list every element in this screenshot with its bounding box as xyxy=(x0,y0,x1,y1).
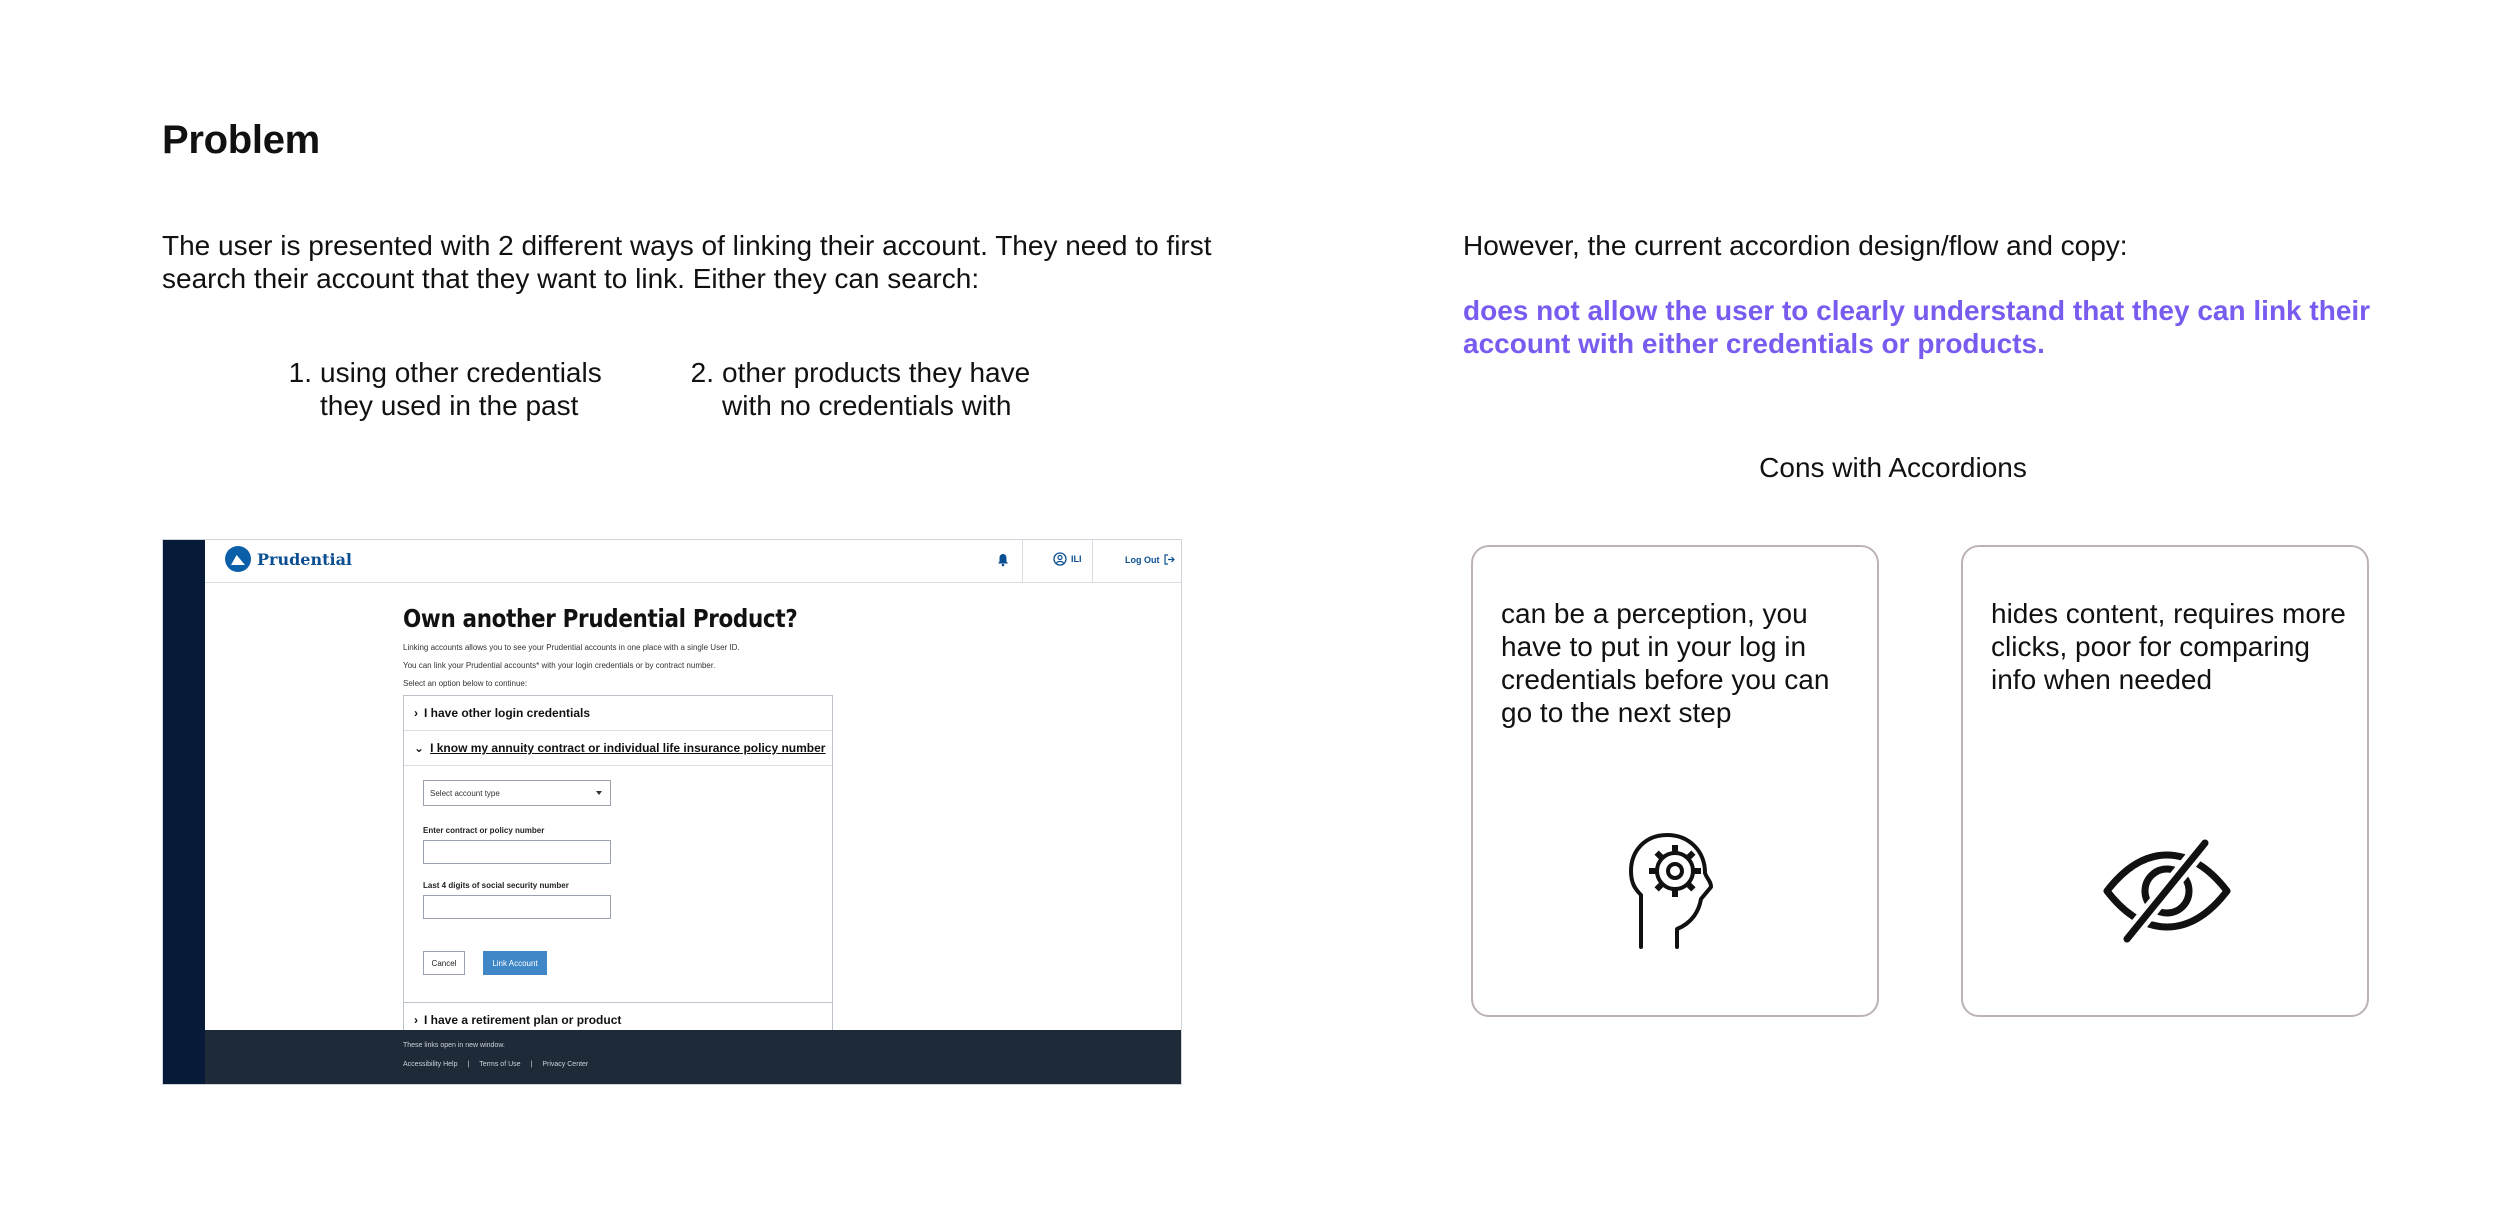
accordion-label: I have a retirement plan or product xyxy=(424,1013,622,1027)
eye-slash-icon xyxy=(2097,821,2237,961)
select-placeholder: Select account type xyxy=(430,789,500,798)
brand-name: Prudential xyxy=(257,549,353,569)
con-card-perception xyxy=(1471,545,1879,1017)
footer-link-accessibility[interactable]: Accessibility Help xyxy=(403,1061,458,1068)
logout-label: Log Out xyxy=(1125,554,1160,565)
prudential-logo[interactable] xyxy=(225,546,352,572)
ssn-label: Last 4 digits of social security number xyxy=(423,881,569,890)
con-card-hides-content xyxy=(1961,545,2369,1017)
footer-note: These links open in new window. xyxy=(403,1042,505,1049)
con-text: can be a perception, you have to put in your log in credentials before you can go to the next step xyxy=(1501,598,1830,728)
logout-link[interactable] xyxy=(1125,554,1175,565)
footer-separator: | xyxy=(467,1061,470,1068)
page-title: Problem xyxy=(162,118,320,162)
option-item-credentials xyxy=(280,356,640,422)
logout-icon xyxy=(1164,554,1175,565)
divider xyxy=(1022,540,1023,582)
contract-number-input[interactable] xyxy=(423,840,611,864)
chevron-right-icon: › xyxy=(414,706,418,720)
option-text: other products they have with no credentials with xyxy=(722,357,1031,421)
accordion xyxy=(403,695,833,1038)
head-gear-icon xyxy=(1607,821,1747,961)
highlight-text: does not allow the user to clearly understand that they can link their account with either credentials or products. xyxy=(1463,295,2371,359)
screenshot-paragraph: Select an option below to continue: xyxy=(403,679,528,688)
divider xyxy=(1092,540,1093,582)
screenshot-heading: Own another Prudential Product? xyxy=(403,604,798,633)
contract-label: Enter contract or policy number xyxy=(423,826,545,835)
option-item-products xyxy=(682,356,1042,422)
accordion-label: I have other login credentials xyxy=(424,706,591,720)
side-rail xyxy=(163,540,205,1084)
rock-logo-icon xyxy=(225,546,251,572)
accordion-item-credentials[interactable] xyxy=(404,696,832,731)
footer-link-privacy[interactable]: Privacy Center xyxy=(542,1061,589,1068)
ssn-input[interactable] xyxy=(423,895,611,919)
footer-links xyxy=(403,1061,588,1068)
chevron-right-icon: › xyxy=(414,1013,418,1027)
caret-down-icon xyxy=(596,791,602,795)
footer-separator: | xyxy=(530,1061,533,1068)
account-type-select[interactable] xyxy=(423,780,611,806)
intro-paragraph: The user is presented with 2 different ways of linking their account. They need to first search their account that they want to link. Either they can search: xyxy=(162,230,1212,294)
cons-title: Cons with Accordions xyxy=(1759,452,2027,483)
screenshot-footer xyxy=(205,1030,1181,1085)
option-number: 1. xyxy=(288,357,312,388)
accordion-panel xyxy=(404,766,832,1003)
con-text: hides content, requires more clicks, poor for comparing info when needed xyxy=(1991,598,2346,695)
option-text: using other credentials they used in the past xyxy=(320,357,602,421)
accordion-label: I know my annuity contract or individual life insurance policy number xyxy=(430,741,826,755)
screenshot-paragraph: Linking accounts allows you to see your Prudential accounts in one place with a single User ID. xyxy=(403,643,740,652)
top-bar xyxy=(205,540,1181,583)
chevron-down-icon: ⌄ xyxy=(414,741,425,755)
user-initials: ILI xyxy=(1071,554,1082,564)
accordion-item-contract[interactable] xyxy=(404,731,832,766)
however-text: However, the current accordion design/flow and copy: xyxy=(1463,230,2128,261)
embedded-screenshot xyxy=(162,539,1182,1085)
option-number: 2. xyxy=(690,357,714,388)
user-menu[interactable] xyxy=(1053,552,1082,566)
bell-icon[interactable] xyxy=(996,553,1010,567)
footer-link-terms[interactable]: Terms of Use xyxy=(479,1061,521,1068)
user-icon xyxy=(1053,552,1067,566)
screenshot-paragraph: You can link your Prudential accounts* with your login credentials or by contract number. xyxy=(403,661,716,670)
link-account-button[interactable]: Link Account xyxy=(483,951,547,975)
cancel-button[interactable]: Cancel xyxy=(423,951,465,975)
